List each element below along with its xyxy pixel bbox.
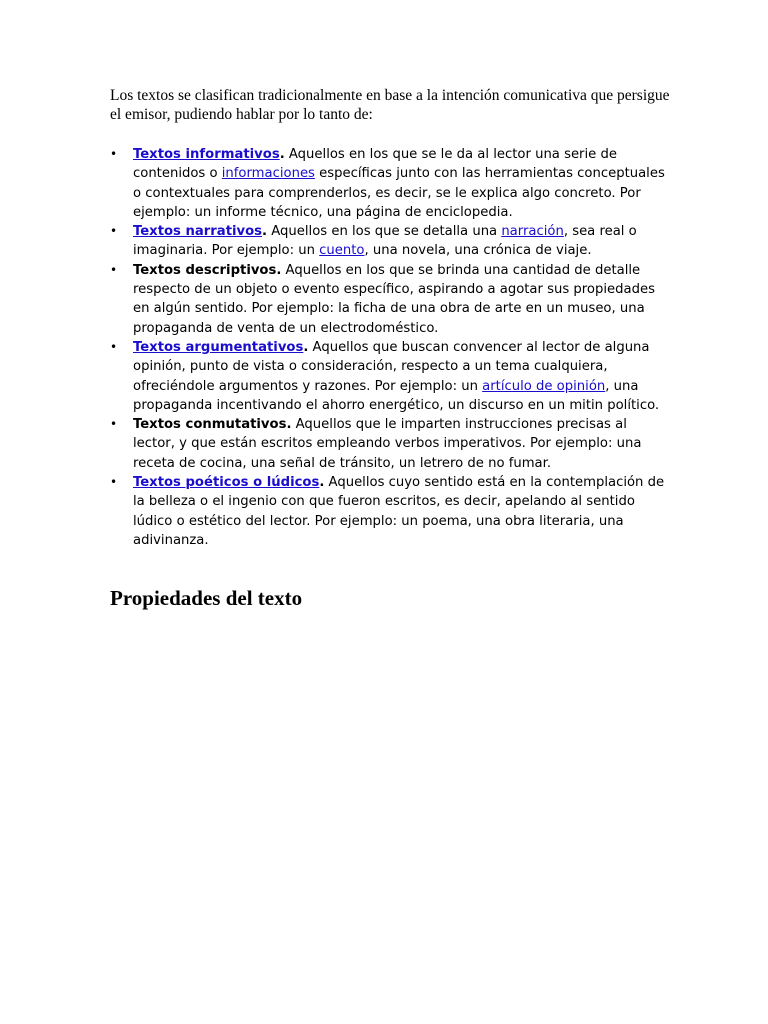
bullet-icon: • [110,339,118,354]
description-text: específicas junto con las herramientas conceptuales o contextuales para comprenderlos, es decir, se le explica algo concreto. Por ejemplo: un informe técnico, una página de enciclopedia. [133,166,665,220]
bullet-icon: • [110,224,118,239]
description-text: Aquellos cuyo sentido está en la contemplación de la belleza o el ingenio con que fueron escritos, es decir, apelando al sentido lúdico o estético del lector. Por ejemplo: un poema, una obra literaria, una adivinanza. [133,475,665,548]
description-text: Aquellos en los que se detalla una [267,224,502,240]
list-item [110,261,670,338]
description-text: , una novela, una crónica de viaje. [364,243,592,259]
bullet-icon: • [110,475,118,490]
description-text: Aquellos que le imparten instrucciones precisas al lector, y que están escritos empleando verbos imperativos. Por ejemplo: una receta de cocina, una señal de tránsito, un letrero de no fumar. [133,417,642,471]
term-link[interactable]: Textos argumentativos [133,339,304,355]
section-title: Propiedades del texto [110,586,303,610]
bullet-icon: • [110,417,118,432]
term-period: . [276,262,282,278]
inline-link[interactable]: narración [501,224,564,240]
term-period: . [286,417,292,433]
intro-paragraph: Los textos se clasifican tradicionalmente en base a la intención comunicativa que persigue el emisor, pudiendo hablar por lo tanto de: [110,87,670,123]
list-item [110,415,670,473]
inline-link[interactable]: informaciones [221,166,315,182]
list-item [110,222,670,261]
term-period: . [303,339,309,355]
term-link[interactable]: Textos poéticos o lúdicos [133,475,320,491]
term-period: . [262,224,268,240]
list-item [110,473,670,550]
inline-link[interactable]: artículo de opinión [482,378,606,394]
term-label: Textos conmutativos [133,417,287,433]
term-label: Textos descriptivos [133,262,277,278]
description-text: Aquellos en los que se brinda una cantidad de detalle respecto de un objeto o evento específico, aspirando a agotar sus propiedades en algún sentido. Por ejemplo: la ficha de una obra de arte en un museo, una propaganda de venta de un electrodoméstico. [133,262,655,336]
description-text: Aquellos en los que se le da al lector una serie de contenidos o [133,147,617,182]
bullet-icon: • [110,262,118,277]
description-text: , una propaganda incentivando el ahorro energético, un discurso en un mitin político. [133,378,660,413]
bullet-icon: • [110,147,118,161]
inline-link[interactable]: cuento [319,243,365,259]
term-link[interactable]: Textos informativos [133,147,280,162]
term-period: . [279,147,285,162]
list-item [110,338,670,415]
description-text: Aquellos que buscan convencer al lector de alguna opinión, punto de vista o consideración, respecto a un tema cualquiera, ofreciéndole argumentos y razones. Por ejemplo: un [133,339,650,394]
text-types-list [110,145,670,550]
term-period: . [319,475,325,491]
list-item [110,145,670,222]
term-link[interactable]: Textos narrativos [133,224,263,240]
description-text: , sea real o imaginaria. Por ejemplo: un [133,224,637,259]
